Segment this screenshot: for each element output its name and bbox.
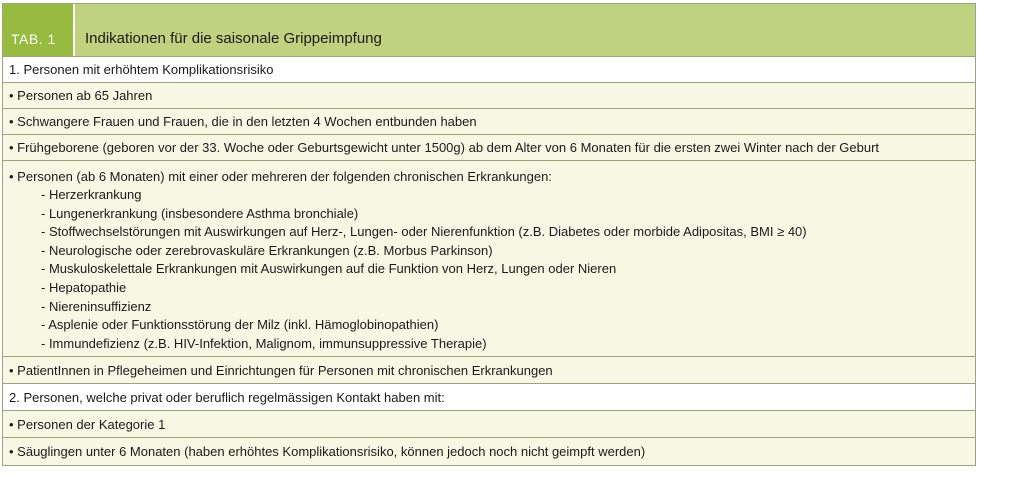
table-row-category-2 bbox=[3, 384, 975, 411]
list-item: - Stoffwechselstörungen mit Auswirkungen auf Herz-, Lungen- oder Nierenfunktion (z.B. Diabetes oder morbide Adipositas, BMI ≥ 40) bbox=[41, 224, 807, 240]
row-text: • PatientInnen in Pflegeheimen und Einrichtungen für Personen mit chronischen Erkrankungen bbox=[9, 362, 553, 378]
table-number: TAB. 1 bbox=[3, 4, 75, 56]
table-header bbox=[3, 4, 975, 57]
list-item: - Lungenerkrankung (insbesondere Asthma bronchiale) bbox=[41, 205, 359, 221]
table-row bbox=[3, 411, 975, 438]
table-row-category-1 bbox=[3, 57, 975, 83]
list-item: - Herzerkrankung bbox=[41, 187, 142, 202]
table-row bbox=[3, 438, 975, 465]
row-text: 2. Personen, welche privat oder beruflich regelmässigen Kontakt haben mit: bbox=[9, 389, 445, 405]
table-row bbox=[3, 357, 975, 384]
row-text: • Frühgeborene (geboren vor der 33. Woche oder Geburtsgewicht unter 1500g) ab dem Alter von 6 Monaten für die ersten zwei Winter nach der Geburt bbox=[9, 140, 880, 155]
list-item: - Asplenie oder Funktionsstörung der Milz (inkl. Hämoglobinopathien) bbox=[41, 317, 439, 333]
table-row bbox=[3, 109, 975, 135]
list-item: - Immundefizienz (z.B. HIV-Infektion, Malignom, immunsuppressive Therapie) bbox=[41, 335, 487, 351]
list-item: - Niereninsuffizienz bbox=[41, 298, 152, 314]
row-text: • Personen ab 65 Jahren bbox=[9, 88, 153, 103]
row-text: • Schwangere Frauen und Frauen, die in den letzten 4 Wochen entbunden haben bbox=[9, 114, 477, 129]
indications-table bbox=[2, 3, 976, 466]
row-text: • Säuglingen unter 6 Monaten (haben erhöhtes Komplikationsrisiko, können jedoch noch nicht geimpft werden) bbox=[9, 444, 646, 459]
table-row bbox=[3, 135, 975, 161]
table-row-chronic-diseases bbox=[3, 161, 975, 357]
table-title: Indikationen für die saisonale Grippeimpfung bbox=[85, 30, 382, 47]
row-text: 1. Personen mit erhöhtem Komplikationsrisiko bbox=[9, 62, 274, 77]
row-text: • Personen der Kategorie 1 bbox=[9, 416, 166, 432]
list-item: - Hepatopathie bbox=[41, 279, 127, 295]
list-item: - Neurologische oder zerebrovaskuläre Erkrankungen (z.B. Morbus Parkinson) bbox=[41, 242, 493, 258]
table-row bbox=[3, 83, 975, 109]
list-item: - Muskuloskelettale Erkrankungen mit Auswirkungen auf die Funktion von Herz, Lungen oder Nieren bbox=[41, 261, 617, 277]
row-text: • Personen (ab 6 Monaten) mit einer oder mehreren der folgenden chronischen Erkrankungen: bbox=[9, 169, 552, 184]
